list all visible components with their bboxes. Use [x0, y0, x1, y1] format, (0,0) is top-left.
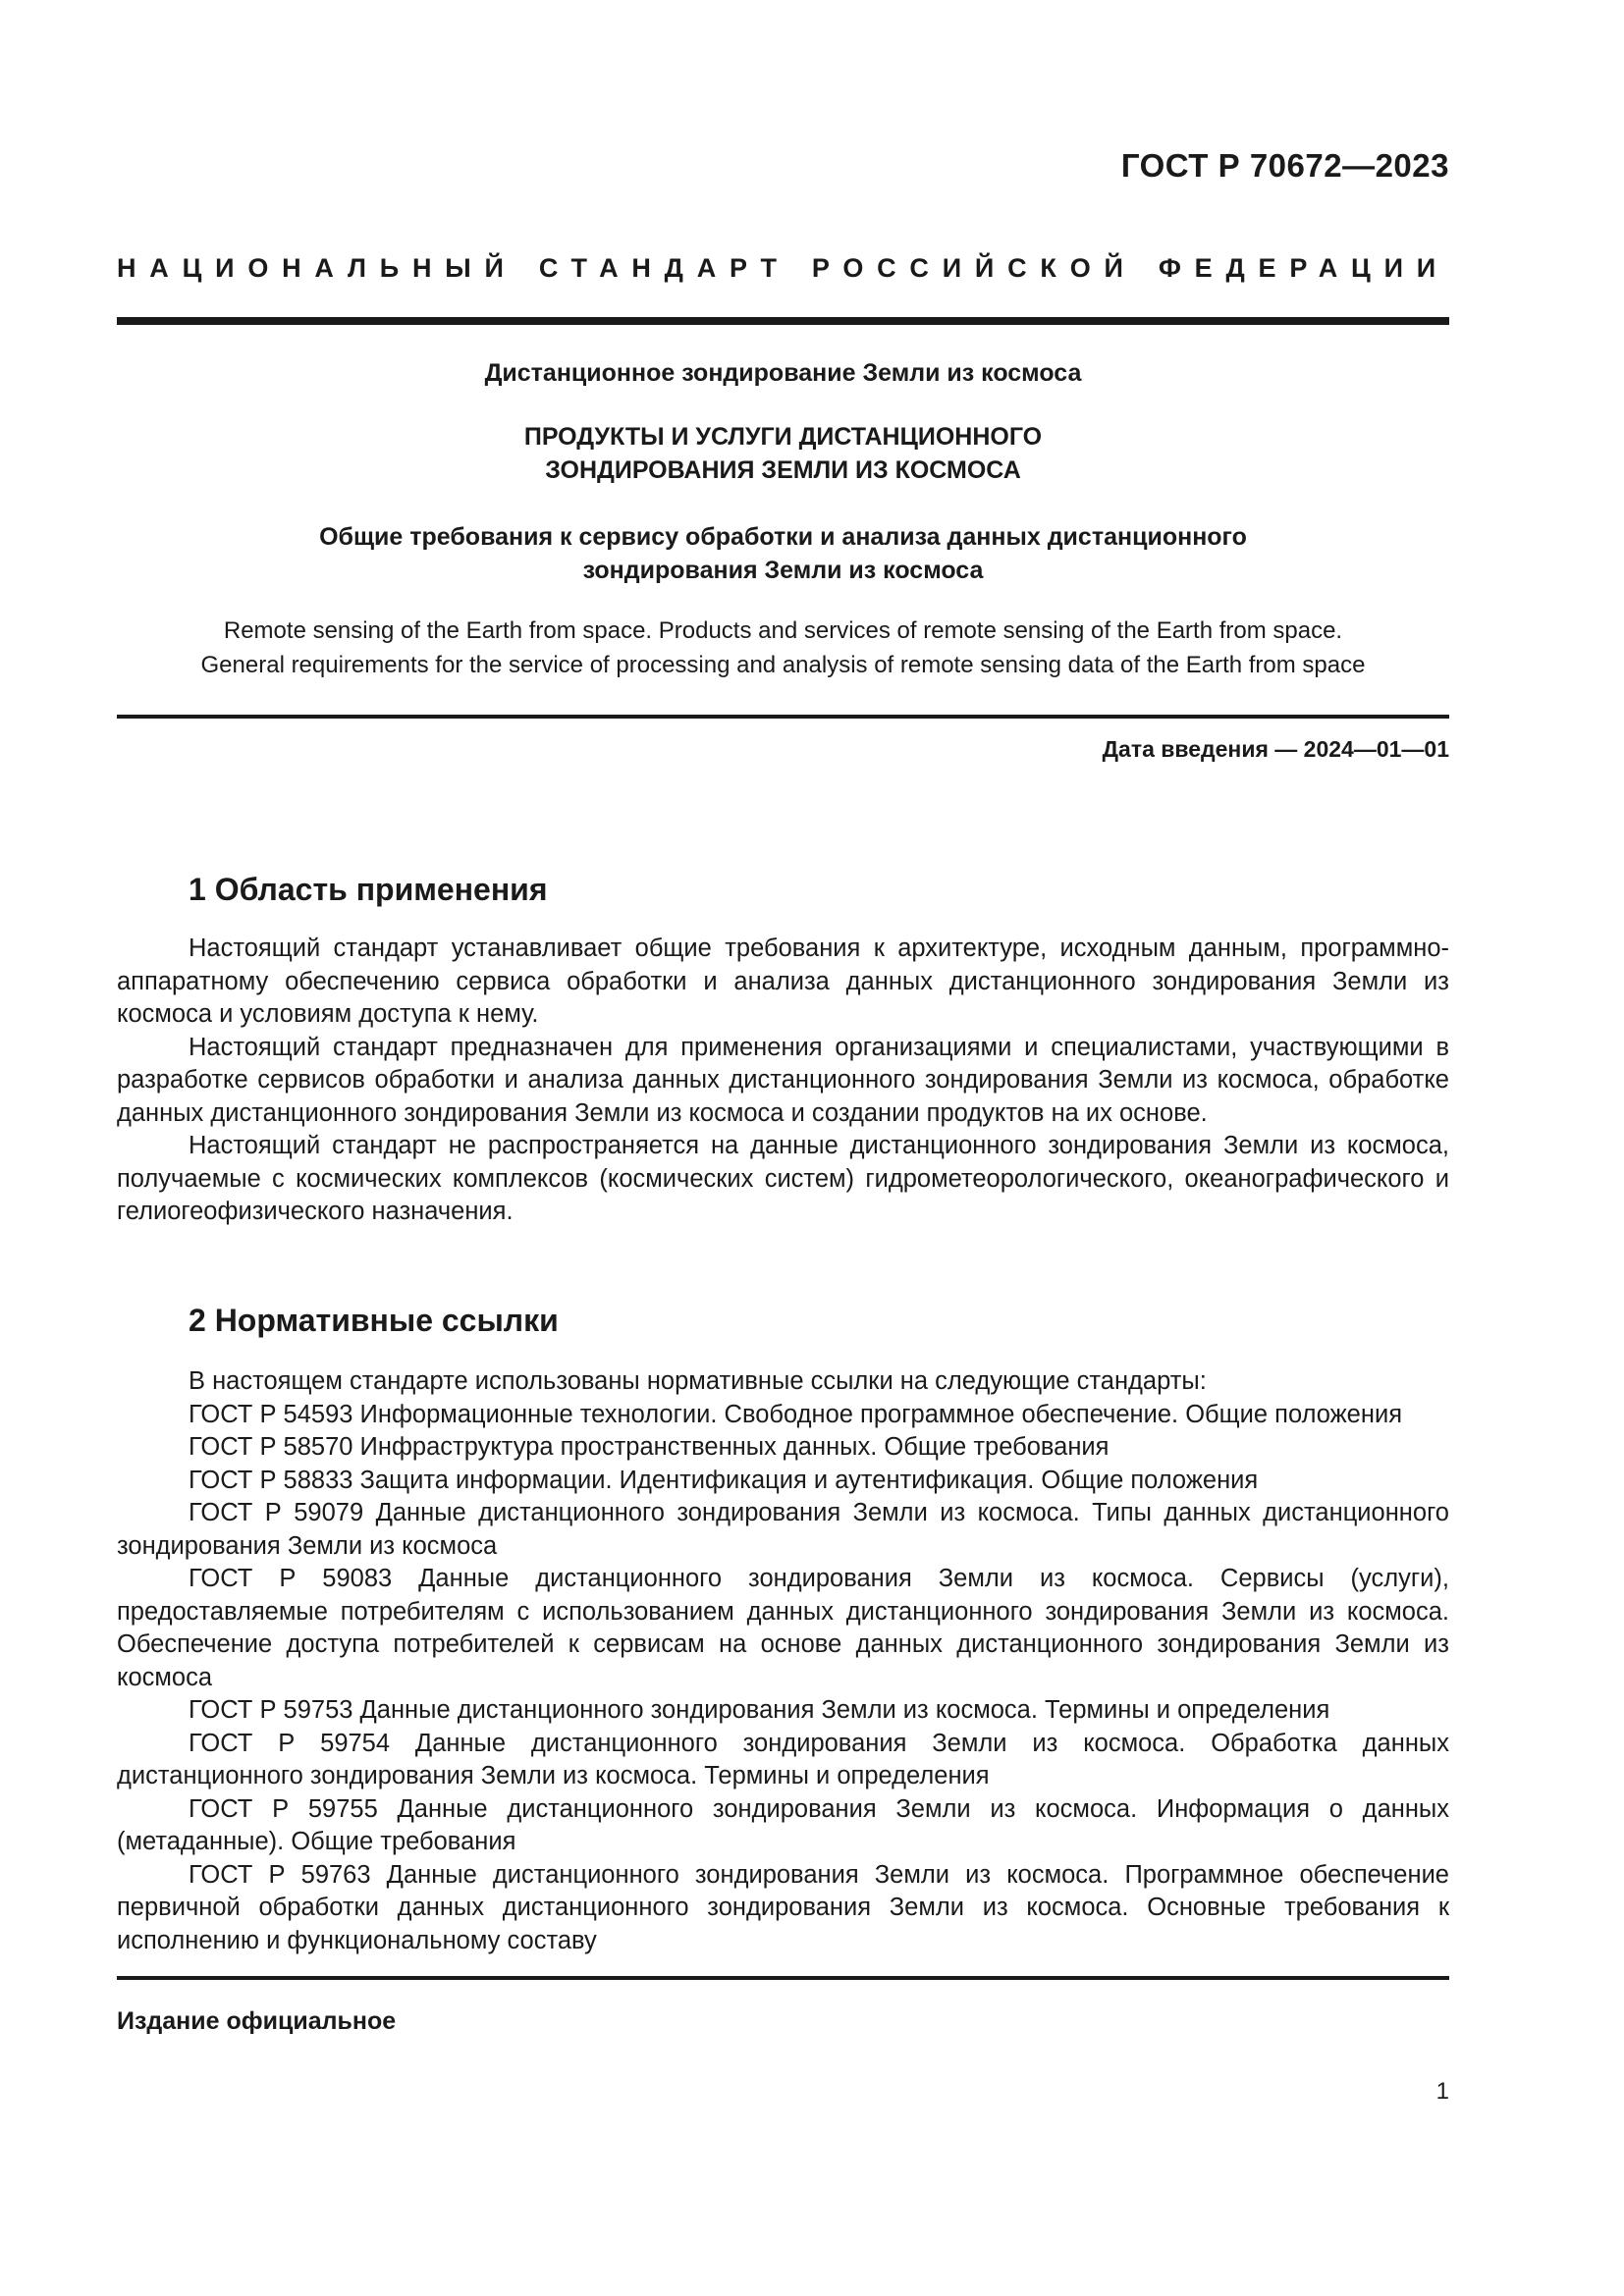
reference-item: ГОСТ Р 54593 Информационные технологии. Свободное программное обеспечение. Общие положения [189, 1400, 1403, 1428]
sub-title [117, 520, 1449, 587]
reference-item: ГОСТ Р 59753 Данные дистанционного зондирования Земли из космоса. Термины и определения [189, 1696, 1330, 1724]
reference-item: В настоящем стандарте использованы нормативные ссылки на следующие стандарты: [189, 1367, 1207, 1395]
sub-title-line-1: Общие требования к сервису обработки и анализа данных дистанционного [319, 523, 1247, 551]
reference-item: ГОСТ Р 59763 Данные дистанционного зондирования Земли из космоса. Программное обеспечение первичной обработки данных дистанционного зондирования Земли из космоса. Основные требования к исполнению и функциональному составу [117, 1860, 1449, 1954]
series-title: Дистанционное зондирование Земли из космоса [484, 359, 1082, 387]
reference-item: ГОСТ Р 59083 Данные дистанционного зондирования Земли из космоса. Сервисы (услуги), предоставляемые потребителям с использованием данных дистанционного зондирования Земли из космоса. Обеспечение доступа потребителей к сервисам на основе данных дистанционного зондирования Земли из космоса [117, 1565, 1449, 1691]
section-1-paragraph: Настоящий стандарт не распространяется на данные дистанционного зондирования Земли из космоса, получаемые с космических комплексов (космических систем) гидрометеорологического, океанографического и гелиогеофизического назначения. [117, 1132, 1449, 1225]
reference-item: ГОСТ Р 59079 Данные дистанционного зондирования Земли из космоса. Типы данных дистанционного зондирования Земли из космоса [117, 1499, 1449, 1560]
main-title [117, 420, 1449, 487]
reference-item: ГОСТ Р 58570 Инфраструктура пространственных данных. Общие требования [189, 1433, 1110, 1461]
page-number: 1 [1435, 2078, 1449, 2105]
main-title-line-2: ЗОНДИРОВАНИЯ ЗЕМЛИ ИЗ КОСМОСА [545, 456, 1021, 484]
section-2-heading: 2 Нормативные ссылки [189, 1303, 559, 1338]
title-divider [117, 715, 1449, 719]
national-standard-banner: НАЦИОНАЛЬНЫЙ СТАНДАРТ РОССИЙСКОЙ ФЕДЕРАЦИИ [117, 253, 1449, 283]
standard-code: ГОСТ Р 70672—2023 [1120, 147, 1449, 184]
section-2-body [117, 1365, 1449, 1957]
english-title-line-1: Remote sensing of the Earth from space. Products and services of remote sensing of the Earth from space. [223, 617, 1343, 644]
reference-item: ГОСТ Р 58833 Защита информации. Идентификация и аутентификация. Общие положения [189, 1466, 1259, 1494]
footer-divider [117, 1976, 1449, 1980]
sub-title-line-2: зондирования Земли из космоса [582, 557, 984, 584]
section-1-body [117, 933, 1449, 1229]
introduction-date: Дата введения — 2024—01—01 [1102, 736, 1449, 762]
english-title-line-2: General requirements for the service of processing and analysis of remote sensing data of the Earth from space [200, 652, 1366, 678]
top-divider [117, 317, 1449, 325]
reference-item: ГОСТ Р 59754 Данные дистанционного зондирования Земли из космоса. Обработка данных дистанционного зондирования Земли из космоса. Термины и определения [117, 1729, 1449, 1789]
section-1-paragraph: Настоящий стандарт устанавливает общие требования к архитектуре, исходным данным, программно-аппаратному обеспечению сервиса обработки и анализа данных дистанционного зондирования Земли из космоса и условиям доступа к нему. [117, 934, 1449, 1028]
reference-item: ГОСТ Р 59755 Данные дистанционного зондирования Земли из космоса. Информация о данных (метаданные). Общие требования [117, 1794, 1449, 1855]
english-title [117, 614, 1449, 682]
section-1-paragraph: Настоящий стандарт предназначен для применения организациями и специалистами, участвующими в разработке сервисов обработки и анализа данных дистанционного зондирования Земли из космоса, обработке данных дистанционного зондирования Земли из космоса и создании продуктов на их основе. [117, 1033, 1449, 1127]
section-1-heading: 1 Область применения [189, 872, 548, 907]
edition-label: Издание официальное [117, 2007, 397, 2035]
main-title-line-1: ПРОДУКТЫ И УСЛУГИ ДИСТАНЦИОННОГО [523, 423, 1043, 451]
